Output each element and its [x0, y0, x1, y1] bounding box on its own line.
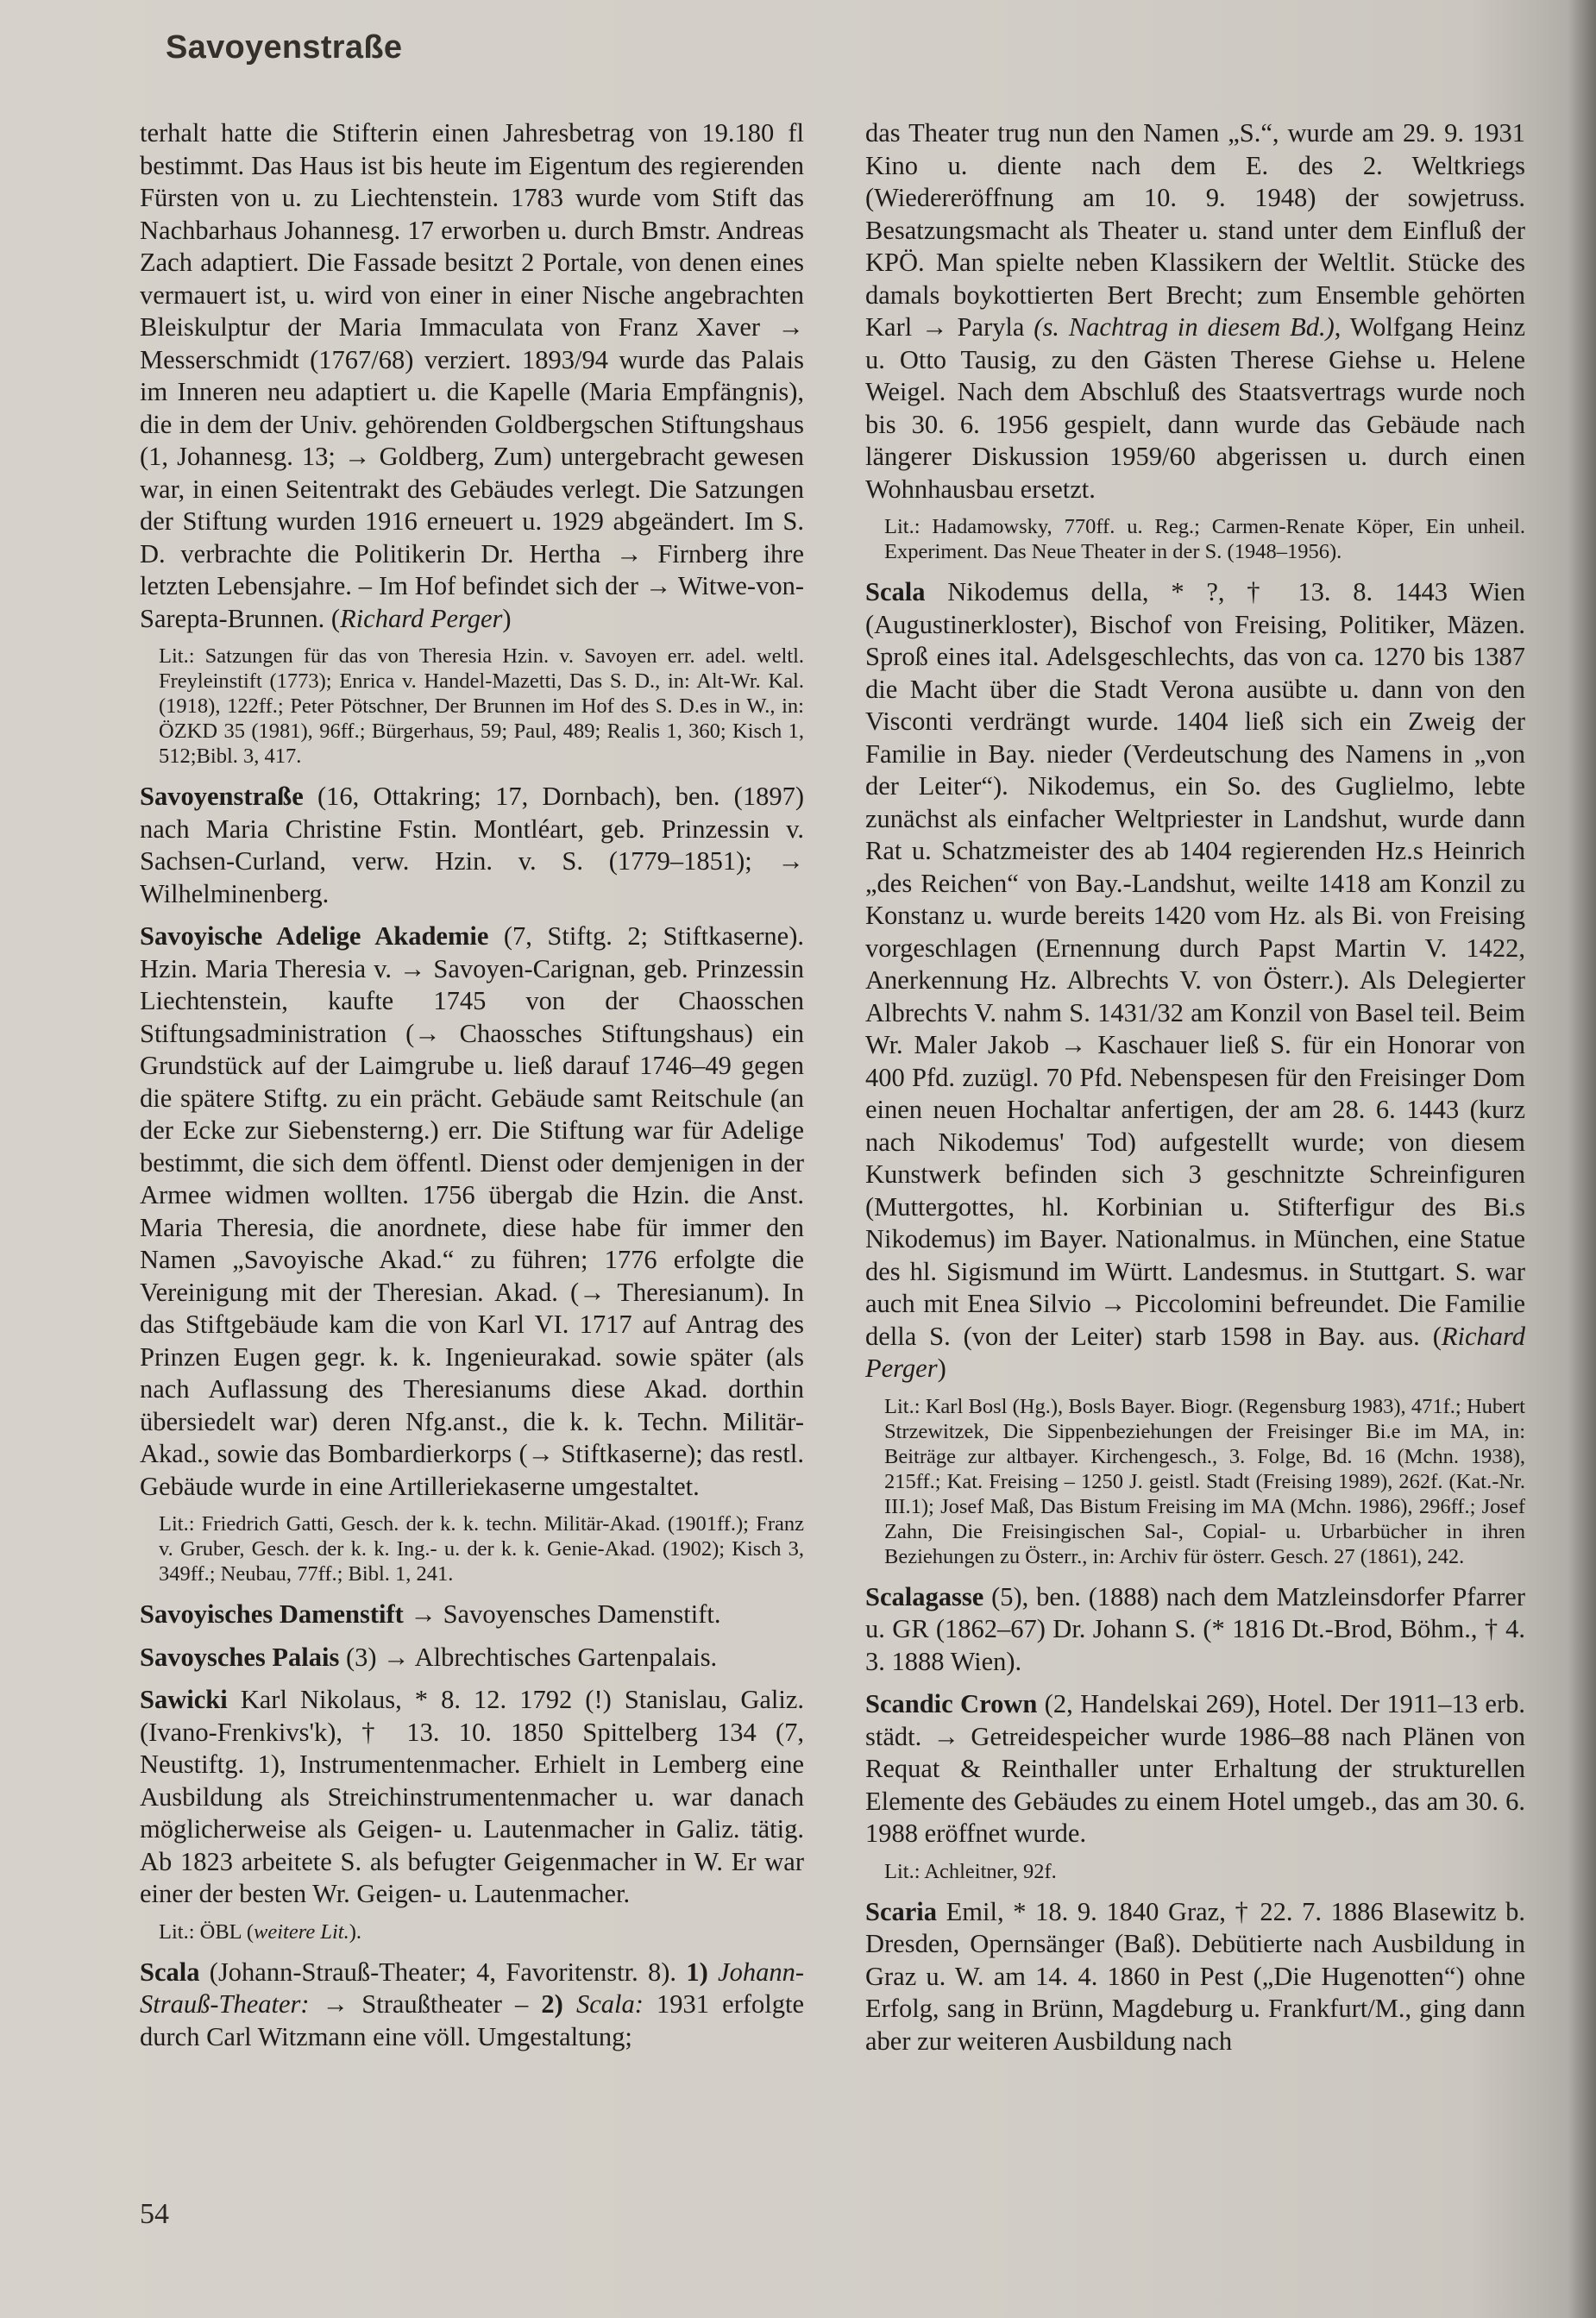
author-signature: Richard Perger — [340, 603, 503, 633]
entry-continuation: das Theater trug nun den Namen „S.“, wurde am 29. 9. 1931 Kino u. diente nach dem E. des 2. Weltkriegs (Wiedereröffnung am 10. 9. 1948) der sowjetruss. Besatzungsmacht als Theater u. stand unter dem Einfluß der KPÖ. Man spielte neben Klassikern der Weltlit. Stücke des damals boykottierten Bert Brecht; zum Ensemble gehörten Karl → Paryla (s. Nachtrag in diesem Bd.), Wolfgang Heinz u. Otto Tausig, zu den Gästen Therese Giehse u. Helene Weigel. Nach dem Abschluß des Staatsvertrags wurde noch bis 30. 6. 1956 gespielt, dann wurde das Gebäude nach längerer Diskussion 1959/60 abgerissen u. durch einen Wohnhausbau ersetzt. — [865, 118, 1525, 504]
entry-scandic-crown: Scandic Crown (2, Handelskai 269), Hotel. Der 1911–13 erb. städt. → Getreidespeicher wurde 1986–88 nach Plänen von Requat & Reinthaller unter Erhaltung der strukturellen Elemente des Gebäudes zu einem Hotel umgeb., das am 30. 6. 1988 eröffnet wurde. — [865, 1689, 1525, 1848]
entry-sawicki: Sawicki Karl Nikolaus, * 8. 12. 1792 (!) Stanislau, Galiz. (Ivano-Frenkivs'k), † 13. 10. 1850 Spittelberg 134 (7, Neustiftg. 1), Instrumentenmacher. Erhielt in Lemberg eine Ausbildung als Streichinstrumentenmacher u. war danach möglicherweise als Geigen- u. Lautenmacher in Galiz. tätig. Ab 1823 arbeitete S. als befugter Geigenmacher in W. Er war einer der besten Wr. Geigen- u. Lautenmacher. — [140, 1685, 804, 1908]
entry-lemma: Savoyenstraße — [140, 782, 304, 811]
running-head: Savoyenstraße — [166, 29, 403, 66]
entry-scaria: Scaria Emil, * 18. 9. 1840 Graz, † 22. 7. 1886 Blasewitz b. Dresden, Opernsänger (Baß). Debütierte nach Ausbildung in Graz u. W. am 14. 4. 1860 in Pest („Die Hugenotten“) ohne Erfolg, sang in Brünn, Magdeburg u. Frankfurt/M., ging dann aber zur weiteren Ausbildung nach — [865, 1896, 1525, 2056]
page-gutter-shadow — [1568, 0, 1596, 2318]
author-signature: Richard Perger — [865, 1321, 1525, 1383]
literature-note: Lit.: Friedrich Gatti, Gesch. der k. k. techn. Militär-Akad. (1901ff.); Franz v. Gruber, Gesch. der k. k. Ing.- u. der k. k. Genie-Akad. (1902); Kisch 3, 349ff.; Neubau, 77ff.; Bibl. 1, 241. — [159, 1512, 804, 1586]
entry-lemma: Scandic Crown — [865, 1689, 1038, 1718]
entry-savoysches-palais: Savoysches Palais (3) → Albrechtisches Gartenpalais. — [140, 1642, 718, 1672]
literature-note: Lit.: Hadamowsky, 770ff. u. Reg.; Carmen-Renate Köper, Ein unheil. Experiment. Das Neue Theater in der S. (1948–1956). — [884, 515, 1525, 563]
entry-savoyenstrasse: Savoyenstraße (16, Ottakring; 17, Dornbach), ben. (1897) nach Maria Christine Fstin. Montléart, geb. Prinzessin v. Sachsen-Curland, verw. Hzin. v. S. (1779–1851); → Wilhelminenberg. — [140, 782, 804, 908]
entry-lemma: Scala — [140, 1957, 200, 1987]
entry-lemma: Savoysches Palais — [140, 1642, 340, 1672]
entry-lemma: Scala — [865, 577, 926, 606]
entry-lemma: Sawicki — [140, 1685, 228, 1714]
entry-lemma: Savoyisches Damenstift — [140, 1599, 404, 1629]
literature-note: Lit.: Achleitner, 92f. — [884, 1859, 1057, 1883]
entry-scala-nikodemus: Scala Nikodemus della, * ?, † 13. 8. 1443 Wien (Augustinerkloster), Bischof von Freising, Politiker, Mäzen. Sproß eines ital. Adelsgeschlechts, das von ca. 1270 bis 1387 die Macht über die Stadt Verona ausübte u. dann von den Visconti verdrängt wurde. 1404 ließ sich ein Zweig der Familie in Bay. nieder (Verdeutschung des Namens in „von der Leiter“). Nikodemus, ein So. des Guglielmo, lebte zunächst als einfacher Weltpriester in Landshut, wurde dann Rat u. Schatzmeister des ab 1404 regierenden Hz.s Heinrich „des Reichen“ von Bay.-Landshut, weilte 1418 am Konzil zu Konstanz u. wurde bereits 1420 vom Hz. als Bi. von Freising vorgeschlagen (Ernennung durch Papst Martin V. 1422, Anerkennung Hz. Albrechts V. von Österr.). Als Delegierter Albrechts V. nahm S. 1431/32 am Konzil von Basel teil. Beim Wr. Maler Jakob → Kaschauer ließ S. für ein Honorar von 400 Pfd. zuzügl. 70 Pfd. Nebenspesen für den Freisinger Dom einen neuen Hochaltar anfertigen, der am 28. 6. 1443 (kurz nach Nikodemus' Tod) aufgestellt wurde; von diesem Kunstwerk befinden sich 3 geschnitzte Schreinfiguren (Muttergottes, hl. Korbinian u. Stifterfigur des Bi.s Nikodemus) im Bayer. Nationalmus. in München, eine Statue des hl. Sigismund im Württ. Landesmus. in Stuttgart. S. war auch mit Enea Silvio → Piccolomini befreundet. Die Familie della S. (von der Leiter) starb 1598 in Bay. aus. (Richard Perger) — [865, 577, 1525, 1383]
entry-scalagasse: Scalagasse (5), ben. (1888) nach dem Matzleinsdorfer Pfarrer u. GR (1862–67) Dr. Johann S. (* 1816 Dt.-Brod, Böhm., † 4. 3. 1888 Wien). — [865, 1581, 1525, 1676]
entry-lemma: Scalagasse — [865, 1581, 984, 1611]
page-number: 54 — [140, 2198, 169, 2230]
left-column — [140, 118, 805, 2064]
entry-lemma: Savoyische Adelige Akademie — [140, 921, 489, 951]
literature-note: Lit.: Satzungen für das von Theresia Hzin. v. Savoyen err. adel. weltl. Freyleinstift (1773); Enrica v. Handel-Mazetti, Das S. D., in: Alt-Wr. Kal. (1918), 122ff.; Peter Pötschner, Der Brunnen im Hof des S. D.es in W., in: ÖZKD 35 (1981), 96ff.; Bürgerhaus, 59; Paul, 489; Realis 1, 360; Kisch 1, 512;Bibl. 3, 417. — [159, 644, 804, 768]
entry-continuation: terhalt hatte die Stifterin einen Jahresbetrag von 19.180 fl bestimmt. Das Haus ist bis heute im Eigentum des regierenden Fürsten von u. zu Liechtenstein. 1783 wurde vom Stift das Nachbarhaus Johannesg. 17 erworben u. durch Bmstr. Andreas Zach adaptiert. Die Fassade besitzt 2 Portale, von denen eines vermauert ist, u. wird von einer in einer Nische angebrachten Bleiskulptur der Maria Immaculata von Franz Xaver → Messerschmidt (1767/68) verziert. 1893/94 wurde das Palais im Inneren neu adaptiert u. die Kapelle (Maria Empfängnis), die in dem der Univ. gehörenden Goldbergschen Stiftungshaus (1, Johannesg. 13; → Goldberg, Zum) untergebracht gewesen war, in einen Seitentrakt des Gebäudes verlegt. Die Satzungen der Stiftung wurden 1916 erneuert u. 1929 abgeändert. Im S. D. verbrachte die Politikerin Dr. Hertha → Firnberg ihre letzten Lebensjahre. – Im Hof befindet sich der → Witwe-von-Sarepta-Brunnen. (Richard Perger) — [140, 118, 804, 633]
entry-savoyisches-damenstift: Savoyisches Damenstift → Savoyensches Damenstift. — [140, 1599, 721, 1629]
literature-note: Lit.: ÖBL (weitere Lit.). — [159, 1919, 362, 1944]
entry-lemma: Scaria — [865, 1896, 938, 1926]
right-column — [865, 118, 1525, 2068]
literature-note: Lit.: Karl Bosl (Hg.), Bosls Bayer. Biogr. (Regensburg 1983), 471f.; Hubert Strzewitzek, Die Sippenbeziehungen der Freisinger Bi.e im MA, in: Beiträge zur altbayer. Kirchengesch., 3. Folge, Bd. 16 (Mchn. 1938), 215ff.; Kat. Freising – 1250 J. geistl. Stadt (Freising 1989), 262f. (Kat.-Nr. III.1); Josef Maß, Das Bistum Freising im MA (Mchn. 1986), 296ff.; Josef Zahn, Die Freisingischen Sal-, Copial- u. Urbarbücher in ihren Beziehungen zu Österr., in: Archiv für österr. Gesch. 27 (1861), 242. — [884, 1394, 1525, 1568]
entry-savoyische-adelige-akademie: Savoyische Adelige Akademie (7, Stiftg. 2; Stiftkaserne). Hzin. Maria Theresia v. → Savoyen-Carignan, geb. Prinzessin Liechtenstein, kaufte 1745 von der Chaosschen Stiftungsadministration (→ Chaossches Stiftungshaus) ein Grundstück auf der Laimgrube u. ließ darauf 1746–49 gegen die spätere Stiftg. zu ein prächt. Gebäude samt Reitschule (an der Ecke zur Siebensterng.) err. Die Stiftung war für Adelige bestimmt, die sich dem öffentl. Dienst oder demjenigen in der Armee widmen wollten. 1756 übergab die Hzin. die Anst. Maria Theresia, die anordnete, diese habe für immer den Namen „Savoyische Akad.“ zu führen; 1776 erfolgte die Vereinigung mit der Theresian. Akad. (→ Theresianum). In das Stiftgebäude kam die von Karl VI. 1717 auf Antrag des Prinzen Eugen gegr. k. k. Ingenieurakad. sowie später (als nach Auflassung des Theresianums diese Akad. dorthin übersiedelt war) deren Nfg.anst., die k. k. Techn. Militär-Akad., sowie das Bombardierkorps (→ Stiftkaserne); das restl. Gebäude wurde in eine Artilleriekaserne umgestaltet. — [140, 921, 804, 1501]
entry-scala-theater: Scala (Johann-Strauß-Theater; 4, Favoritenstr. 8). 1) Johann-Strauß-Theater: → Straußtheater – 2) Scala: 1931 erfolgte durch Carl Witzmann eine völl. Umgestaltung; — [140, 1957, 805, 2051]
